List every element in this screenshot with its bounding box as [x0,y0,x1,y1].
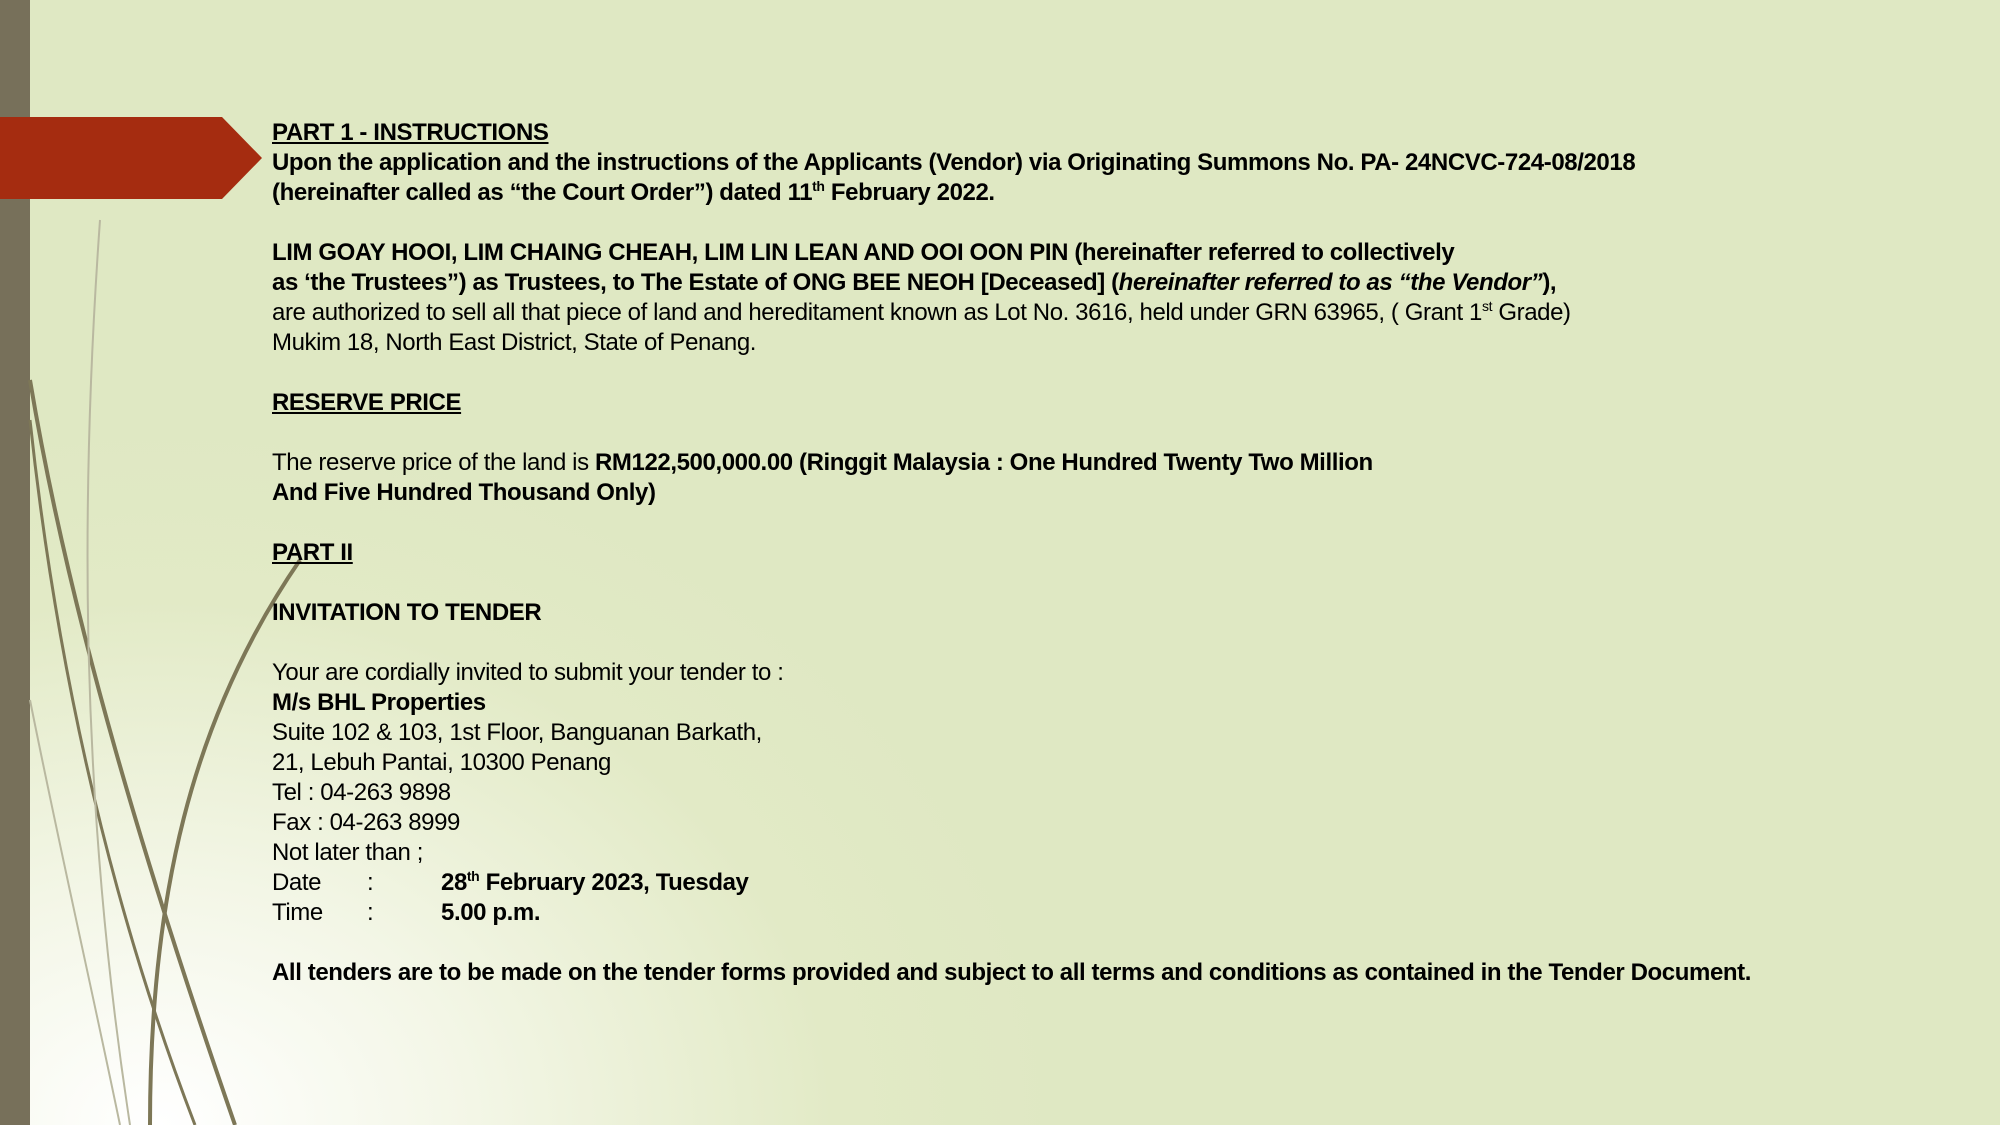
reserve-price-heading: RESERVE PRICE [272,389,462,416]
invitation-text: Your are cordially invited to submit your tender to : [272,659,784,686]
deadline-date: Date : 28th February 2023, Tuesday [272,868,749,896]
invitation-heading: INVITATION TO TENDER [272,599,542,626]
deadline-time: Time : 5.00 p.m. [272,899,541,926]
part1-heading: PART 1 - INSTRUCTIONS [272,119,549,146]
company-name: M/s BHL Properties [272,689,486,716]
trustees-line-1: LIM GOAY HOOI, LIM CHAING CHEAH, LIM LIN LEAN AND OOI OON PIN (hereinafter referred to collectively [272,239,1455,266]
part2-heading: PART II [272,539,353,566]
land-description-line: are authorized to sell all that piece of land and hereditament known as Lot No. 3616, held under GRN 63965, ( Grant 1st Grade) [272,298,1571,326]
red-arrow-shape [0,117,262,199]
address-line-2: 21, Lebuh Pantai, 10300 Penang [272,749,611,776]
trustees-line-2: as ‘the Trustees”) as Trustees, to The Estate of ONG BEE NEOH [Deceased] (hereinafter referred to as “the Vendor”), [272,269,1557,296]
tender-terms-footer: All tenders are to be made on the tender forms provided and subject to all terms and conditions as contained in the Tender Document. [272,959,1752,986]
court-order-line-2: (hereinafter called as “the Court Order”) dated 11th February 2022. [272,178,995,206]
reserve-price-line-2: And Five Hundred Thousand Only) [272,479,656,506]
telephone: Tel : 04-263 9898 [272,779,451,806]
document-body [272,118,1972,988]
reserve-price-line-1: The reserve price of the land is RM122,500,000.00 (Ringgit Malaysia : One Hundred Twenty Two Million [272,449,1373,476]
address-line-1: Suite 102 & 103, 1st Floor, Banguanan Barkath, [272,719,762,746]
fax: Fax : 04-263 8999 [272,809,461,836]
location-line: Mukim 18, North East District, State of Penang. [272,329,757,356]
court-order-line-1: Upon the application and the instructions of the Applicants (Vendor) via Originating Summons No. PA- 24NCVC-724-08/2018 [272,149,1636,176]
deadline-label: Not later than ; [272,839,424,866]
